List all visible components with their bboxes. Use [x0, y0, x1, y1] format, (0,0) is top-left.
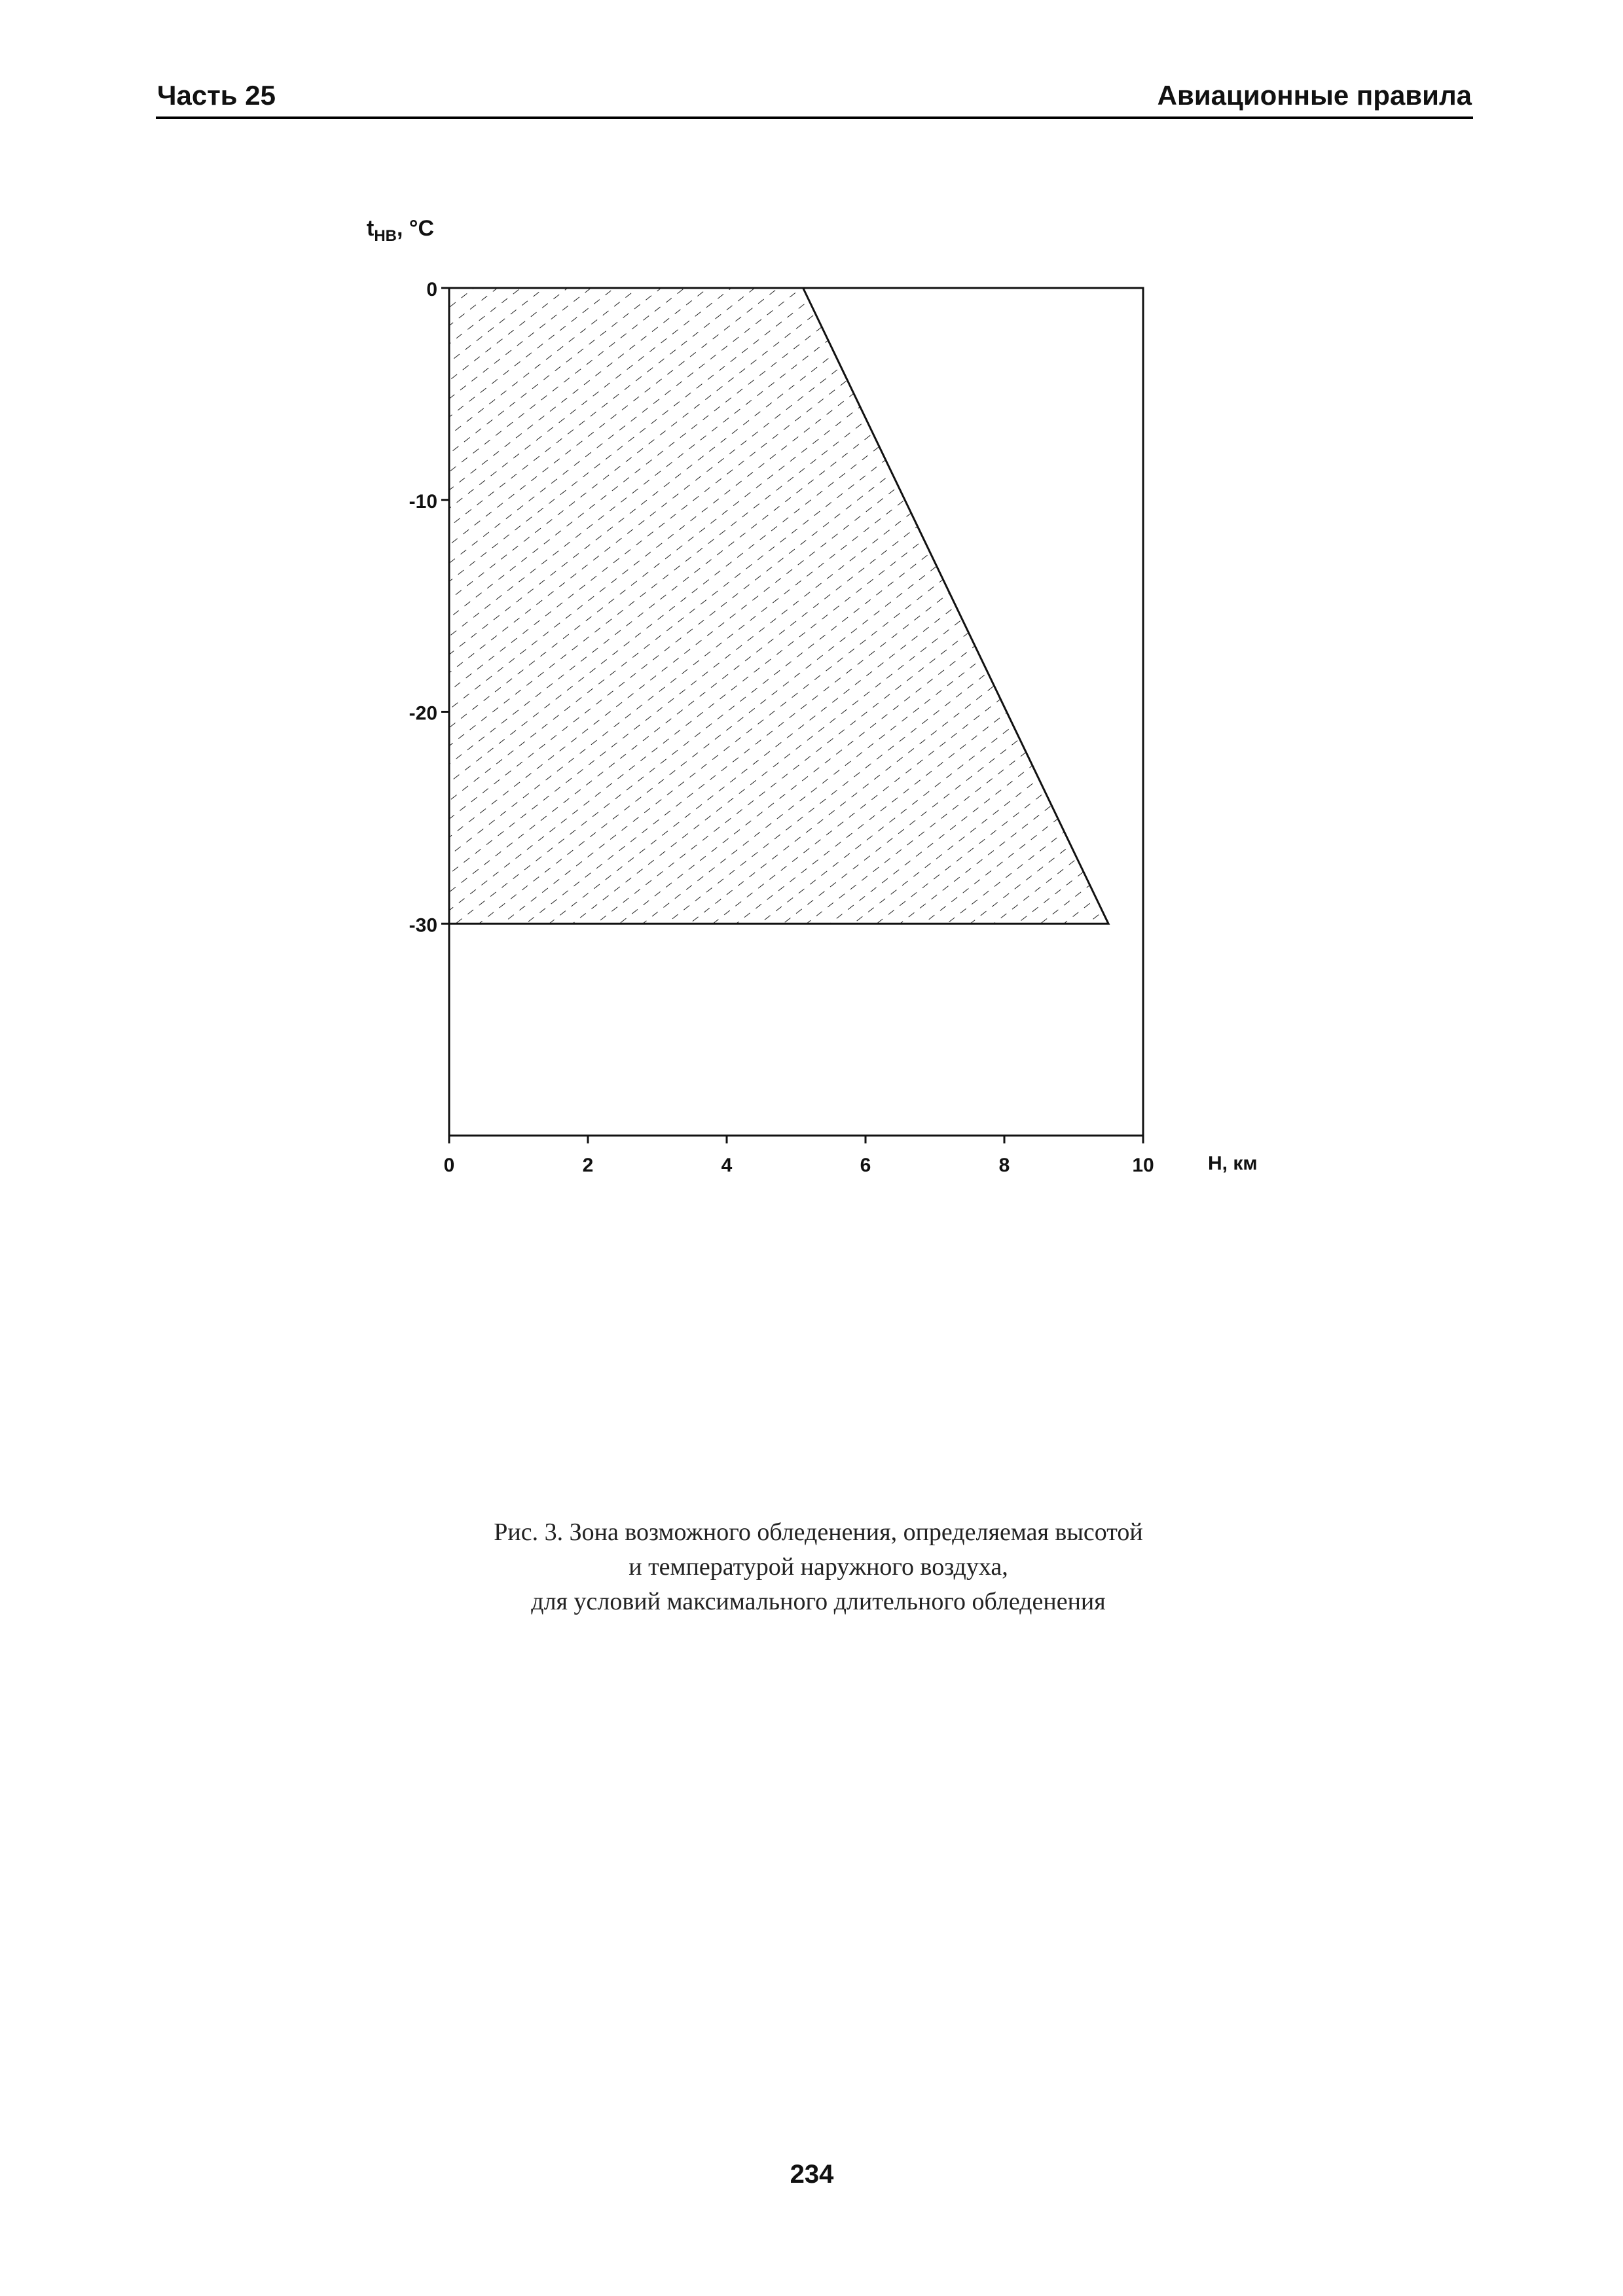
y-axis-label [367, 216, 434, 245]
x-tick-label: 2 [582, 1155, 594, 1176]
y-axis-label-unit: , °C [397, 216, 435, 241]
y-axis-label-subscript: НВ [374, 227, 397, 245]
figure-caption [223, 1515, 1414, 1619]
page-number: 234 [790, 2160, 834, 2189]
header-part-label: Часть 25 [157, 80, 276, 111]
x-tick-label: 4 [721, 1155, 733, 1176]
x-axis-label: H, км [1208, 1153, 1258, 1174]
caption-line: и температурой наружного воздуха, [629, 1553, 1008, 1581]
x-tick-label: 0 [443, 1155, 455, 1176]
icing-zone-region [449, 288, 1108, 924]
y-tick-label: -20 [409, 702, 437, 725]
caption-line: Рис. 3. Зона возможного обледенения, определяемая высотой [494, 1518, 1143, 1546]
y-tick-label: 0 [426, 279, 437, 300]
y-tick-label: -10 [409, 490, 437, 512]
x-tick-label: 8 [998, 1155, 1010, 1176]
caption-line: для условий максимального длительного обледенения [531, 1588, 1106, 1615]
x-tick-label: 6 [860, 1155, 871, 1176]
header-title: Авиационные правила [1157, 80, 1472, 111]
x-tick-label: 10 [1132, 1155, 1154, 1176]
y-axis-label-base: t [367, 216, 374, 241]
y-tick-label: -30 [409, 914, 437, 937]
